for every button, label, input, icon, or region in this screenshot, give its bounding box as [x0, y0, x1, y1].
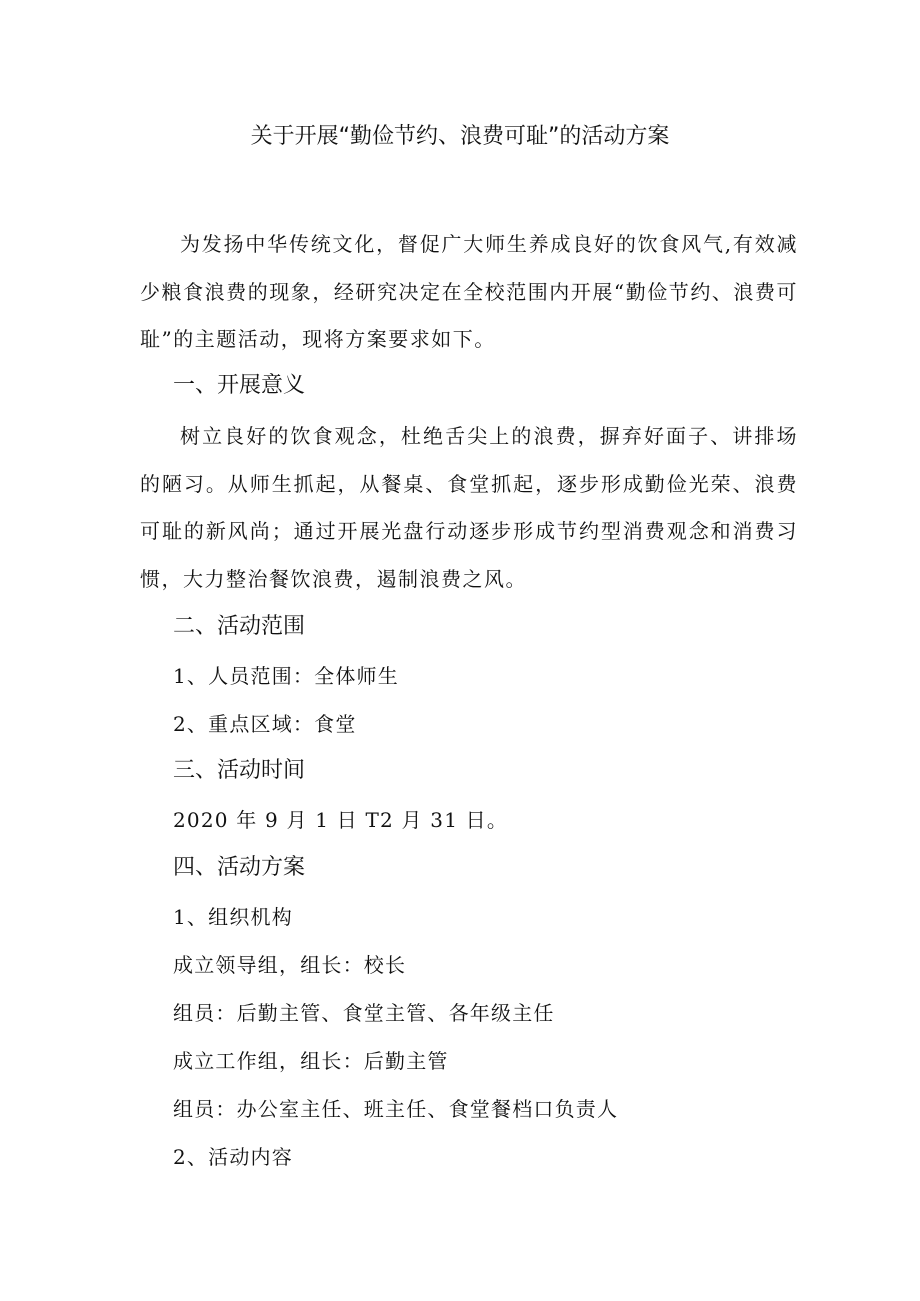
section-heading-scope: 二、活动范围 — [173, 614, 306, 639]
intro-paragraph: 为发扬中华传统文化，督促广大师生养成良好的饮食风气,有效减少粮食浪费的现象，经研究决定在全校范围内开展“勤俭节约、浪费可耻”的主题活动，现将方案要求如下。 — [140, 232, 798, 351]
section-heading-significance: 一、开展意义 — [173, 373, 306, 398]
plan-item-work-group: 成立工作组，组长：后勤主管 — [173, 1049, 449, 1073]
plan-item-organization: 1、组织机构 — [173, 905, 293, 929]
plan-item-leader-group: 成立领导组，组长：校长 — [173, 953, 407, 977]
section-paragraph-significance: 树立良好的饮食观念，杜绝舌尖上的浪费，摒弃好面子、讲排场的陋习。从师生抓起，从餐桌、食堂抓起，逐步形成勤俭光荣、浪费可耻的新风尚；通过开展光盘行动逐步形成节约型消费观念和消费习惯，大力整治餐饮浪费，遏制浪费之风。 — [140, 424, 798, 591]
scope-item-area: 2、重点区域：食堂 — [173, 712, 357, 736]
section-heading-plan: 四、活动方案 — [173, 855, 306, 880]
document-title: 关于开展“勤俭节约、浪费可耻”的活动方案 — [250, 124, 670, 149]
plan-item-leader-members: 组员：后勤主管、食堂主管、各年级主任 — [173, 1001, 555, 1025]
scope-item-personnel: 1、人员范围：全体师生 — [173, 664, 399, 688]
plan-item-work-members: 组员：办公室主任、班主任、食堂餐档口负责人 — [173, 1097, 619, 1121]
plan-item-activity-content: 2、活动内容 — [173, 1145, 293, 1169]
time-range-text: 2020 年 9 月 1 日 T2 月 31 日。 — [173, 808, 509, 832]
section-heading-time: 三、活动时间 — [173, 758, 306, 783]
